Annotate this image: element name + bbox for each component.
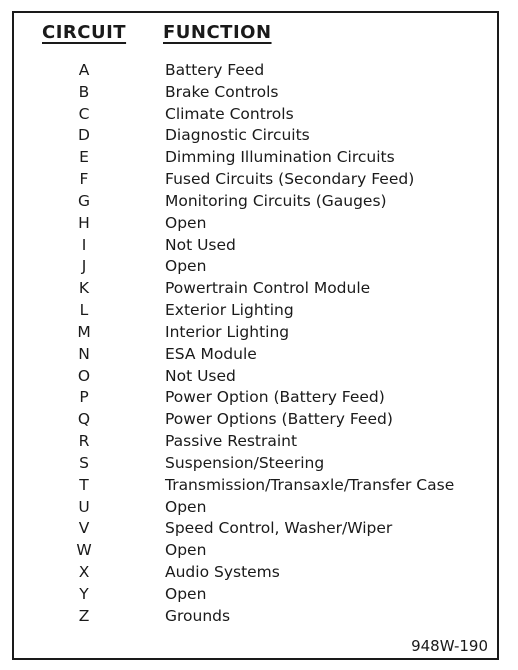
table-row xyxy=(0,300,518,322)
circuit-function: Power Options (Battery Feed) xyxy=(165,410,393,429)
circuit-function: Open xyxy=(165,257,207,276)
circuit-code: D xyxy=(78,126,90,145)
table-row xyxy=(0,169,518,191)
figure-id: 948W-190 xyxy=(411,637,488,655)
circuit-function: Battery Feed xyxy=(165,61,265,79)
column-header-circuit: CIRCUIT xyxy=(42,22,127,43)
table-row xyxy=(0,387,518,409)
circuit-function: Climate Controls xyxy=(165,104,294,123)
table-row xyxy=(0,497,518,519)
table-row xyxy=(0,213,518,235)
circuit-code: F xyxy=(79,170,89,189)
circuit-function: Exterior Lighting xyxy=(165,301,294,320)
column-header-function: FUNCTION xyxy=(163,22,272,43)
circuit-function: Audio Systems xyxy=(165,563,280,582)
table-row xyxy=(0,453,518,475)
table-row xyxy=(0,366,518,388)
circuit-function: Speed Control, Washer/Wiper xyxy=(165,519,393,538)
circuit-code: A xyxy=(78,61,90,79)
circuit-function: Passive Restraint xyxy=(165,432,298,451)
circuit-code: W xyxy=(76,541,92,560)
circuit-code: J xyxy=(81,257,87,276)
circuit-function: Powertrain Control Module xyxy=(165,279,371,298)
circuit-code: M xyxy=(77,322,91,341)
circuit-function: Open xyxy=(165,541,207,560)
circuit-function: Interior Lighting xyxy=(165,322,290,341)
circuit-code: K xyxy=(78,279,90,298)
circuit-code: Y xyxy=(79,584,89,603)
circuit-function: Power Option (Battery Feed) xyxy=(165,388,385,407)
circuit-function: Monitoring Circuits (Gauges) xyxy=(165,191,387,210)
circuit-code: H xyxy=(78,213,90,232)
circuit-code: X xyxy=(78,563,90,582)
circuit-function: Diagnostic Circuits xyxy=(165,126,310,145)
circuit-function: Open xyxy=(165,584,207,603)
circuit-function: Grounds xyxy=(165,606,231,625)
circuit-function: Fused Circuits (Secondary Feed) xyxy=(165,170,415,189)
table-row xyxy=(0,344,518,366)
circuit-code: O xyxy=(77,366,91,385)
circuit-code: V xyxy=(78,519,90,538)
circuit-code: Q xyxy=(77,410,91,429)
circuit-function: Open xyxy=(165,213,207,232)
table-row xyxy=(0,475,518,497)
table-row xyxy=(0,322,518,344)
circuit-function: Not Used xyxy=(165,235,236,254)
circuit-code: Z xyxy=(78,606,90,625)
circuit-code: E xyxy=(79,148,89,167)
circuit-code: L xyxy=(79,301,89,320)
circuit-function: Suspension/Steering xyxy=(165,453,325,472)
table-row xyxy=(0,606,518,628)
table-row xyxy=(0,431,518,453)
circuit-code: P xyxy=(79,388,89,407)
circuit-function: Brake Controls xyxy=(165,82,279,101)
circuit-function: Dimming Illumination Circuits xyxy=(165,148,395,167)
circuit-code: C xyxy=(78,104,90,123)
table-row xyxy=(0,104,518,126)
table-row xyxy=(0,125,518,147)
circuit-function: Not Used xyxy=(165,366,236,385)
circuit-function: ESA Module xyxy=(165,344,257,363)
table-row xyxy=(0,235,518,257)
table-row xyxy=(0,540,518,562)
circuit-code: N xyxy=(78,344,90,363)
circuit-code: B xyxy=(78,82,90,101)
table-row xyxy=(0,147,518,169)
circuit-function: Transmission/Transaxle/Transfer Case xyxy=(165,475,455,494)
table-row xyxy=(0,278,518,300)
table-row xyxy=(0,409,518,431)
table-row xyxy=(0,60,518,82)
table-row xyxy=(0,256,518,278)
circuit-list xyxy=(0,60,518,628)
table-row xyxy=(0,518,518,540)
table-row xyxy=(0,82,518,104)
circuit-function: Open xyxy=(165,497,207,516)
circuit-code: T xyxy=(79,475,89,494)
circuit-code: U xyxy=(78,497,90,516)
circuit-code: S xyxy=(79,453,89,472)
circuit-code: R xyxy=(78,432,90,451)
table-row xyxy=(0,584,518,606)
table-row xyxy=(0,191,518,213)
circuit-code: I xyxy=(81,235,87,254)
circuit-code: G xyxy=(77,191,90,210)
table-row xyxy=(0,562,518,584)
